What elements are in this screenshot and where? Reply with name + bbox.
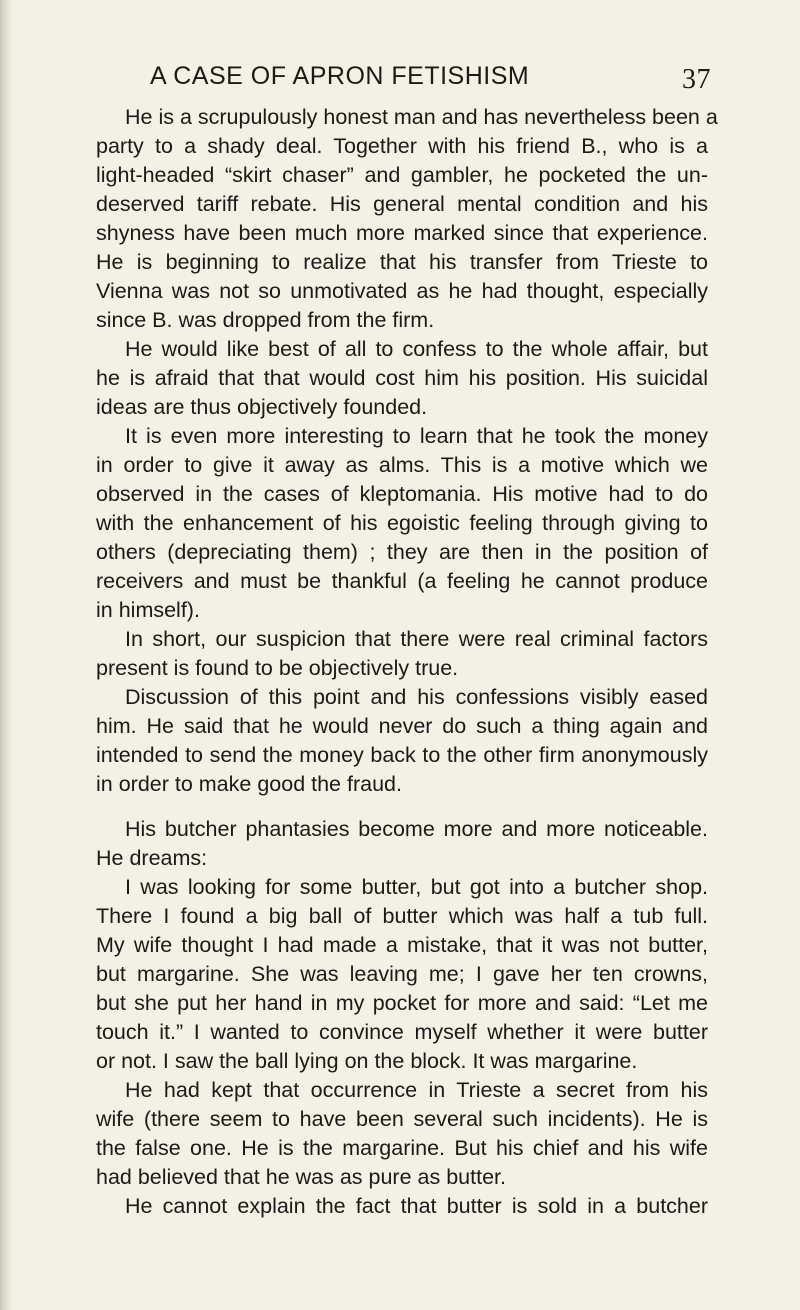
text-line: He is a scrupulously honest man and has nevertheless been a [125, 105, 718, 129]
text-line: deserved tariff rebate. His general mental condition and his [96, 192, 708, 216]
text-line: him. He said that he would never do such a thing again and [96, 714, 708, 738]
text-line: present is found to be objectively true. [96, 656, 459, 680]
text-line: wife (there seem to have been several such incidents). He is [96, 1107, 708, 1131]
text-line: touch it.” I wanted to convince myself whether it were butter [96, 1020, 708, 1044]
text-line: he is afraid that that would cost him his position. His suicidal [96, 366, 708, 390]
text-line: in order to make good the fraud. [96, 772, 402, 796]
text-line: with the enhancement of his egoistic feeling through giving to [96, 511, 708, 535]
text-line: Discussion of this point and his confessions visibly eased [125, 685, 708, 709]
text-line: He is beginning to realize that his transfer from Trieste to [96, 250, 708, 274]
text-line: In short, our suspicion that there were real criminal factors [125, 627, 708, 651]
text-line: light-headed “skirt chaser” and gambler, he pocketed the un- [96, 163, 708, 187]
text-line: but margarine. She was leaving me; I gave her ten crowns, [96, 962, 708, 986]
text-line: His butcher phantasies become more and more noticeable. [125, 817, 708, 841]
text-line: in himself). [96, 598, 200, 622]
text-line: had believed that he was as pure as butter. [96, 1165, 506, 1189]
text-line: receivers and must be thankful (a feeling he cannot produce [96, 569, 708, 593]
text-line: He cannot explain the fact that butter is sold in a butcher [125, 1194, 708, 1218]
text-line: the false one. He is the margarine. But his chief and his wife [96, 1136, 708, 1160]
running-title: A CASE OF APRON FETISHISM [150, 62, 530, 90]
text-line: Vienna was not so unmotivated as he had thought, especially [96, 279, 708, 303]
text-line: others (depreciating them) ; they are then in the position of [96, 540, 708, 564]
text-line: shyness have been much more marked since that experience. [96, 221, 708, 245]
text-line: I was looking for some butter, but got into a butcher shop. [125, 875, 708, 899]
text-line: but she put her hand in my pocket for more and said: “Let me [96, 991, 708, 1015]
text-line: ideas are thus objectively founded. [96, 395, 428, 419]
text-line: in order to give it away as alms. This is a motive which we [96, 453, 708, 477]
text-line: He had kept that occurrence in Trieste a secret from his [125, 1078, 708, 1102]
text-line: since B. was dropped from the firm. [96, 308, 435, 332]
running-head [0, 60, 800, 96]
text-line: or not. I saw the ball lying on the block. It was margarine. [96, 1049, 638, 1073]
text-line: observed in the cases of kleptomania. His motive had to do [96, 482, 708, 506]
text-line: My wife thought I had made a mistake, that it was not butter, [96, 933, 708, 957]
text-line: He would like best of all to confess to the whole affair, but [125, 337, 708, 361]
text-line: intended to send the money back to the other firm anonymously [96, 743, 708, 767]
page-number: 37 [682, 64, 711, 95]
text-line: There I found a big ball of butter which was half a tub full. [96, 904, 708, 928]
text-line: party to a shady deal. Together with his friend B., who is a [96, 134, 708, 158]
text-line: He dreams: [96, 846, 208, 870]
text-line: It is even more interesting to learn that he took the money [125, 424, 708, 448]
